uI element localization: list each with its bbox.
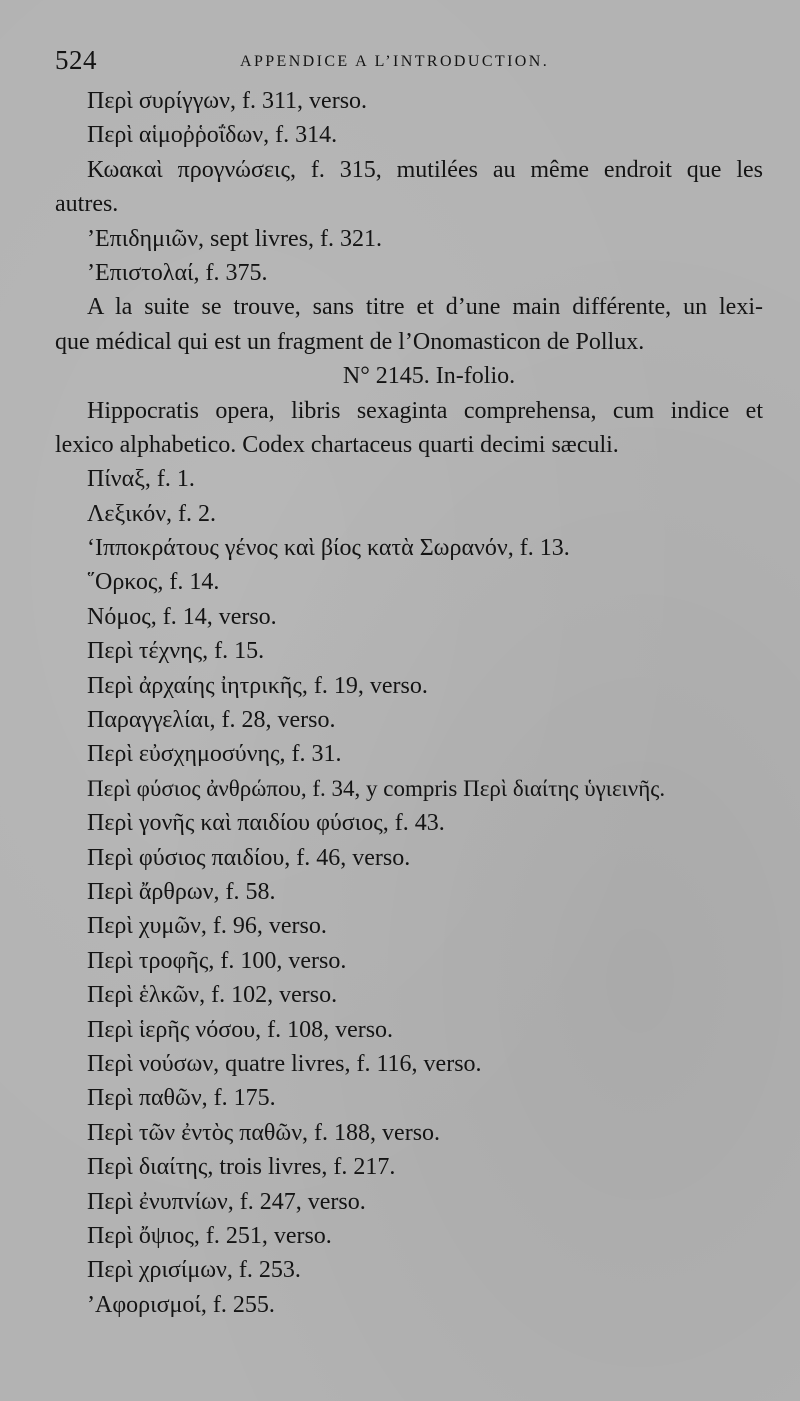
entry-line: Περὶ ὄψιος, f. 251, verso. [87, 1222, 332, 1249]
paragraph-line: lexico alphabetico. Codex chartaceus quarti decimi sæculi. [55, 431, 619, 458]
paragraph-line: Hippocratis opera, libris sexaginta comprehensa, cum indice et [87, 397, 763, 424]
entry-line: Περὶ συρίγγων, f. 311, verso. [87, 88, 368, 114]
paragraph-line: que médical qui est un fragment de l’Onomasticon de Pollux. [55, 328, 645, 355]
entry-line: Κωακαὶ προγνώσεις, f. 315, mutilées au même endroit que les [87, 156, 763, 183]
entry-line: Περὶ διαίτης, trois livres, f. 217. [87, 1154, 396, 1181]
entry-line: ‘Ιπποκράτους γένος καὶ βίος κατὰ Σωρανόν, f. 13. [87, 535, 570, 562]
entry-line: Περὶ εὐσχημοσύνης, f. 31. [87, 741, 342, 768]
entry-line: ῞Ορκος, f. 14. [87, 569, 220, 596]
entry-line: Περὶ ἀρχαίης ἰητρικῆς, f. 19, verso. [87, 672, 428, 699]
paragraph-line: A la suite se trouve, sans titre et d’une main différente, un lexi- [87, 294, 763, 321]
entry-line: Παραγγελίαι, f. 28, verso. [87, 707, 336, 734]
page-number: 524 [55, 45, 97, 75]
entry-line: Περὶ ἱερῆς νόσου, f. 108, verso. [87, 1016, 394, 1043]
entry-line: Περὶ χρισίμων, f. 253. [87, 1257, 301, 1284]
entry-line: Περὶ γονῆς καὶ παιδίου φύσιος, f. 43. [87, 810, 445, 837]
page-header [55, 42, 761, 78]
entry-line: Περὶ αἱμοῤῥοΐδων, f. 314. [87, 122, 338, 149]
entry-line: ’Επιστολαί, f. 375. [87, 259, 268, 286]
entry-line-continuation: autres. [55, 191, 119, 218]
entry-line: Περὶ τῶν ἐντὸς παθῶν, f. 188, verso. [87, 1119, 441, 1146]
entry-line: Περὶ τροφῆς, f. 100, verso. [87, 947, 347, 974]
manuscript-heading: N° 2145. In-folio. [342, 363, 516, 390]
entry-line: Περὶ νούσων, quatre livres, f. 116, verso. [87, 1050, 482, 1077]
running-title: APPENDICE A L’INTRODUCTION. [240, 53, 550, 70]
entry-line: Νόμος, f. 14, verso. [87, 603, 277, 630]
entry-line: Περὶ φύσιος παιδίου, f. 46, verso. [87, 844, 411, 871]
entry-line: ’Επιδημιῶν, sept livres, f. 321. [87, 225, 383, 252]
entry-line: Πίναξ, f. 1. [87, 466, 195, 493]
entry-line: Περὶ ἄρθρων, f. 58. [87, 878, 276, 905]
body-text [55, 84, 763, 1322]
entry-line: Περὶ ἑλκῶν, f. 102, verso. [87, 982, 338, 1009]
entry-line: Περὶ παθῶν, f. 175. [87, 1085, 276, 1112]
entry-line: Λεξικόν, f. 2. [87, 500, 217, 527]
entry-line: Περὶ ἐνυπνίων, f. 247, verso. [87, 1188, 366, 1215]
entry-line: Περὶ τέχνης, f. 15. [87, 638, 265, 665]
entry-line: Περὶ χυμῶν, f. 96, verso. [87, 913, 327, 940]
entry-line: ’Αφορισμοί, f. 255. [87, 1291, 275, 1318]
entry-line: Περὶ φύσιος ἀνθρώπου, f. 34, y compris Περὶ διαίτης ὑγιεινῆς. [87, 775, 666, 801]
